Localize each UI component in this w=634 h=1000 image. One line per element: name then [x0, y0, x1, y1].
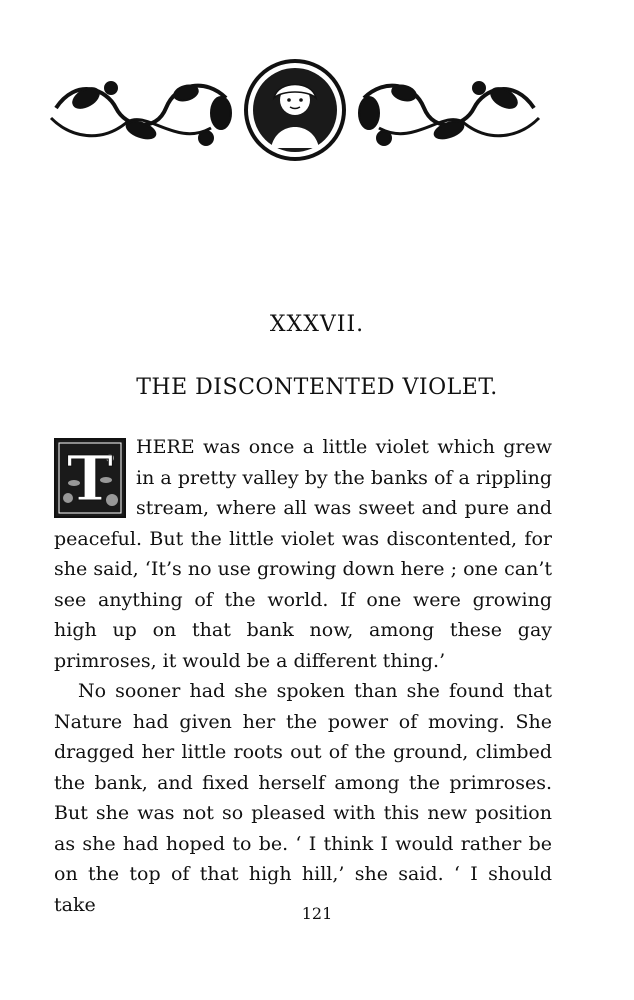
- paragraph: No sooner had she spoken than she found that Nature had given her the power of moving. She dragged her little roots out of the ground, climbed the bank, and fixed herself among the primroses. But she was not so pleased with this new position as she had hoped to be. ‘ I think I would rather be on the top of that high hill,’ she said. ‘ I should take: [54, 680, 552, 916]
- chapter-number: XXXVII.: [269, 312, 365, 337]
- ornamental-initial-icon: [54, 438, 126, 518]
- paragraph: HERE was once a little violet which grew in a pretty valley by the banks of a rippling stream, where all was sweet and pure and peaceful. But the little violet was discontented, for she said, ‘It’s no use growing down here ; one can’t see anything of the world. If one were growing high up on that bank now, among these gay primroses, it would be a different thing.’: [54, 436, 552, 672]
- chapter-title: THE DISCONTENTED VIOLET.: [136, 375, 498, 400]
- floral-headpiece-icon: [46, 58, 544, 162]
- chapter-body: [54, 432, 552, 920]
- dropcap-letter: T: [66, 442, 114, 515]
- page-number: 121: [301, 904, 333, 923]
